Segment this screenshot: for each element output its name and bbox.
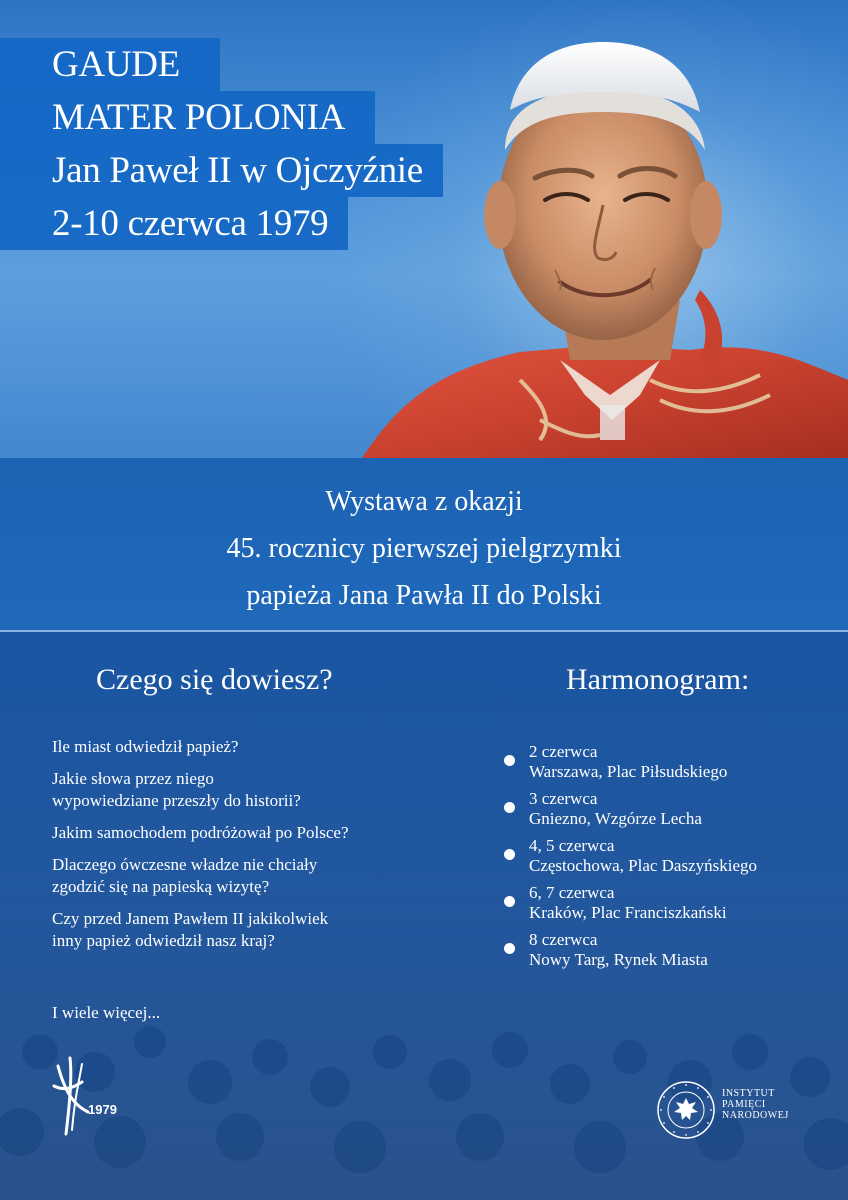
question-item bbox=[52, 908, 442, 952]
title-line-2: MATER POLONIA bbox=[0, 91, 375, 144]
ipn-name-line: INSTYTUT bbox=[722, 1088, 775, 1099]
schedule-list bbox=[504, 742, 834, 977]
title-block bbox=[0, 38, 443, 250]
question-line: Jakim samochodem podróżował po Polsce? bbox=[52, 823, 349, 842]
question-line: inny papież odwiedził nasz kraj? bbox=[52, 931, 275, 950]
pilgrimage-cross-logo-icon bbox=[52, 1056, 92, 1136]
schedule-item bbox=[504, 883, 834, 923]
question-line: Jakie słowa przez niego bbox=[52, 769, 214, 788]
schedule-item bbox=[504, 789, 834, 829]
schedule-date: 3 czerwca bbox=[529, 789, 598, 808]
title-line-3: Jan Paweł II w Ojczyźnie bbox=[0, 144, 443, 197]
exhibition-band bbox=[0, 458, 848, 632]
schedule-date: 6, 7 czerwca bbox=[529, 883, 615, 902]
schedule-item bbox=[504, 930, 834, 970]
exhibition-line-2: 45. rocznicy pierwszej pielgrzymki bbox=[226, 533, 622, 564]
more-text: I wiele więcej... bbox=[52, 1003, 161, 1022]
question-line: Dlaczego ówczesne władze nie chciały bbox=[52, 855, 318, 874]
schedule-place: Gniezno, Wzgórze Lecha bbox=[529, 809, 702, 828]
exhibition-line-1: Wystawa z okazji bbox=[325, 486, 523, 517]
ipn-name-line: NARODOWEJ bbox=[722, 1110, 789, 1121]
exhibition-line-3: papieża Jana Pawła II do Polski bbox=[246, 580, 602, 611]
bullet-icon bbox=[504, 896, 515, 907]
hero-section bbox=[0, 0, 848, 458]
schedule-heading: Harmonogram: bbox=[566, 663, 750, 696]
learn-heading: Czego się dowiesz? bbox=[96, 663, 333, 696]
question-line: Czy przed Janem Pawłem II jakikolwiek bbox=[52, 909, 329, 928]
questions-list bbox=[52, 736, 442, 962]
info-section bbox=[0, 632, 848, 1200]
logo-year: 1979 bbox=[88, 1102, 117, 1117]
question-item bbox=[52, 854, 442, 898]
question-item bbox=[52, 822, 442, 844]
bullet-icon bbox=[504, 943, 515, 954]
schedule-place: Warszawa, Plac Piłsudskiego bbox=[529, 762, 728, 781]
question-line: zgodzić się na papieską wizytę? bbox=[52, 877, 270, 896]
ipn-name bbox=[722, 1088, 789, 1121]
question-line: Ile miast odwiedził papież? bbox=[52, 737, 239, 756]
title-line-1: GAUDE bbox=[0, 38, 220, 91]
schedule-place: Kraków, Plac Franciszkański bbox=[529, 903, 727, 922]
exhibition-description bbox=[0, 478, 848, 619]
question-item bbox=[52, 736, 442, 758]
schedule-place: Częstochowa, Plac Daszyńskiego bbox=[529, 856, 758, 875]
bullet-icon bbox=[504, 755, 515, 766]
schedule-item bbox=[504, 836, 834, 876]
ipn-name-line: PAMIĘCI bbox=[722, 1099, 766, 1110]
title-line-4: 2-10 czerwca 1979 bbox=[0, 197, 348, 250]
schedule-item bbox=[504, 742, 834, 782]
ipn-seal-logo-icon bbox=[656, 1080, 716, 1140]
bullet-icon bbox=[504, 802, 515, 813]
bullet-icon bbox=[504, 849, 515, 860]
question-line: wypowiedziane przeszły do historii? bbox=[52, 791, 301, 810]
schedule-date: 8 czerwca bbox=[529, 930, 598, 949]
schedule-date: 2 czerwca bbox=[529, 742, 598, 761]
question-item bbox=[52, 768, 442, 812]
schedule-place: Nowy Targ, Rynek Miasta bbox=[529, 950, 708, 969]
schedule-date: 4, 5 czerwca bbox=[529, 836, 615, 855]
